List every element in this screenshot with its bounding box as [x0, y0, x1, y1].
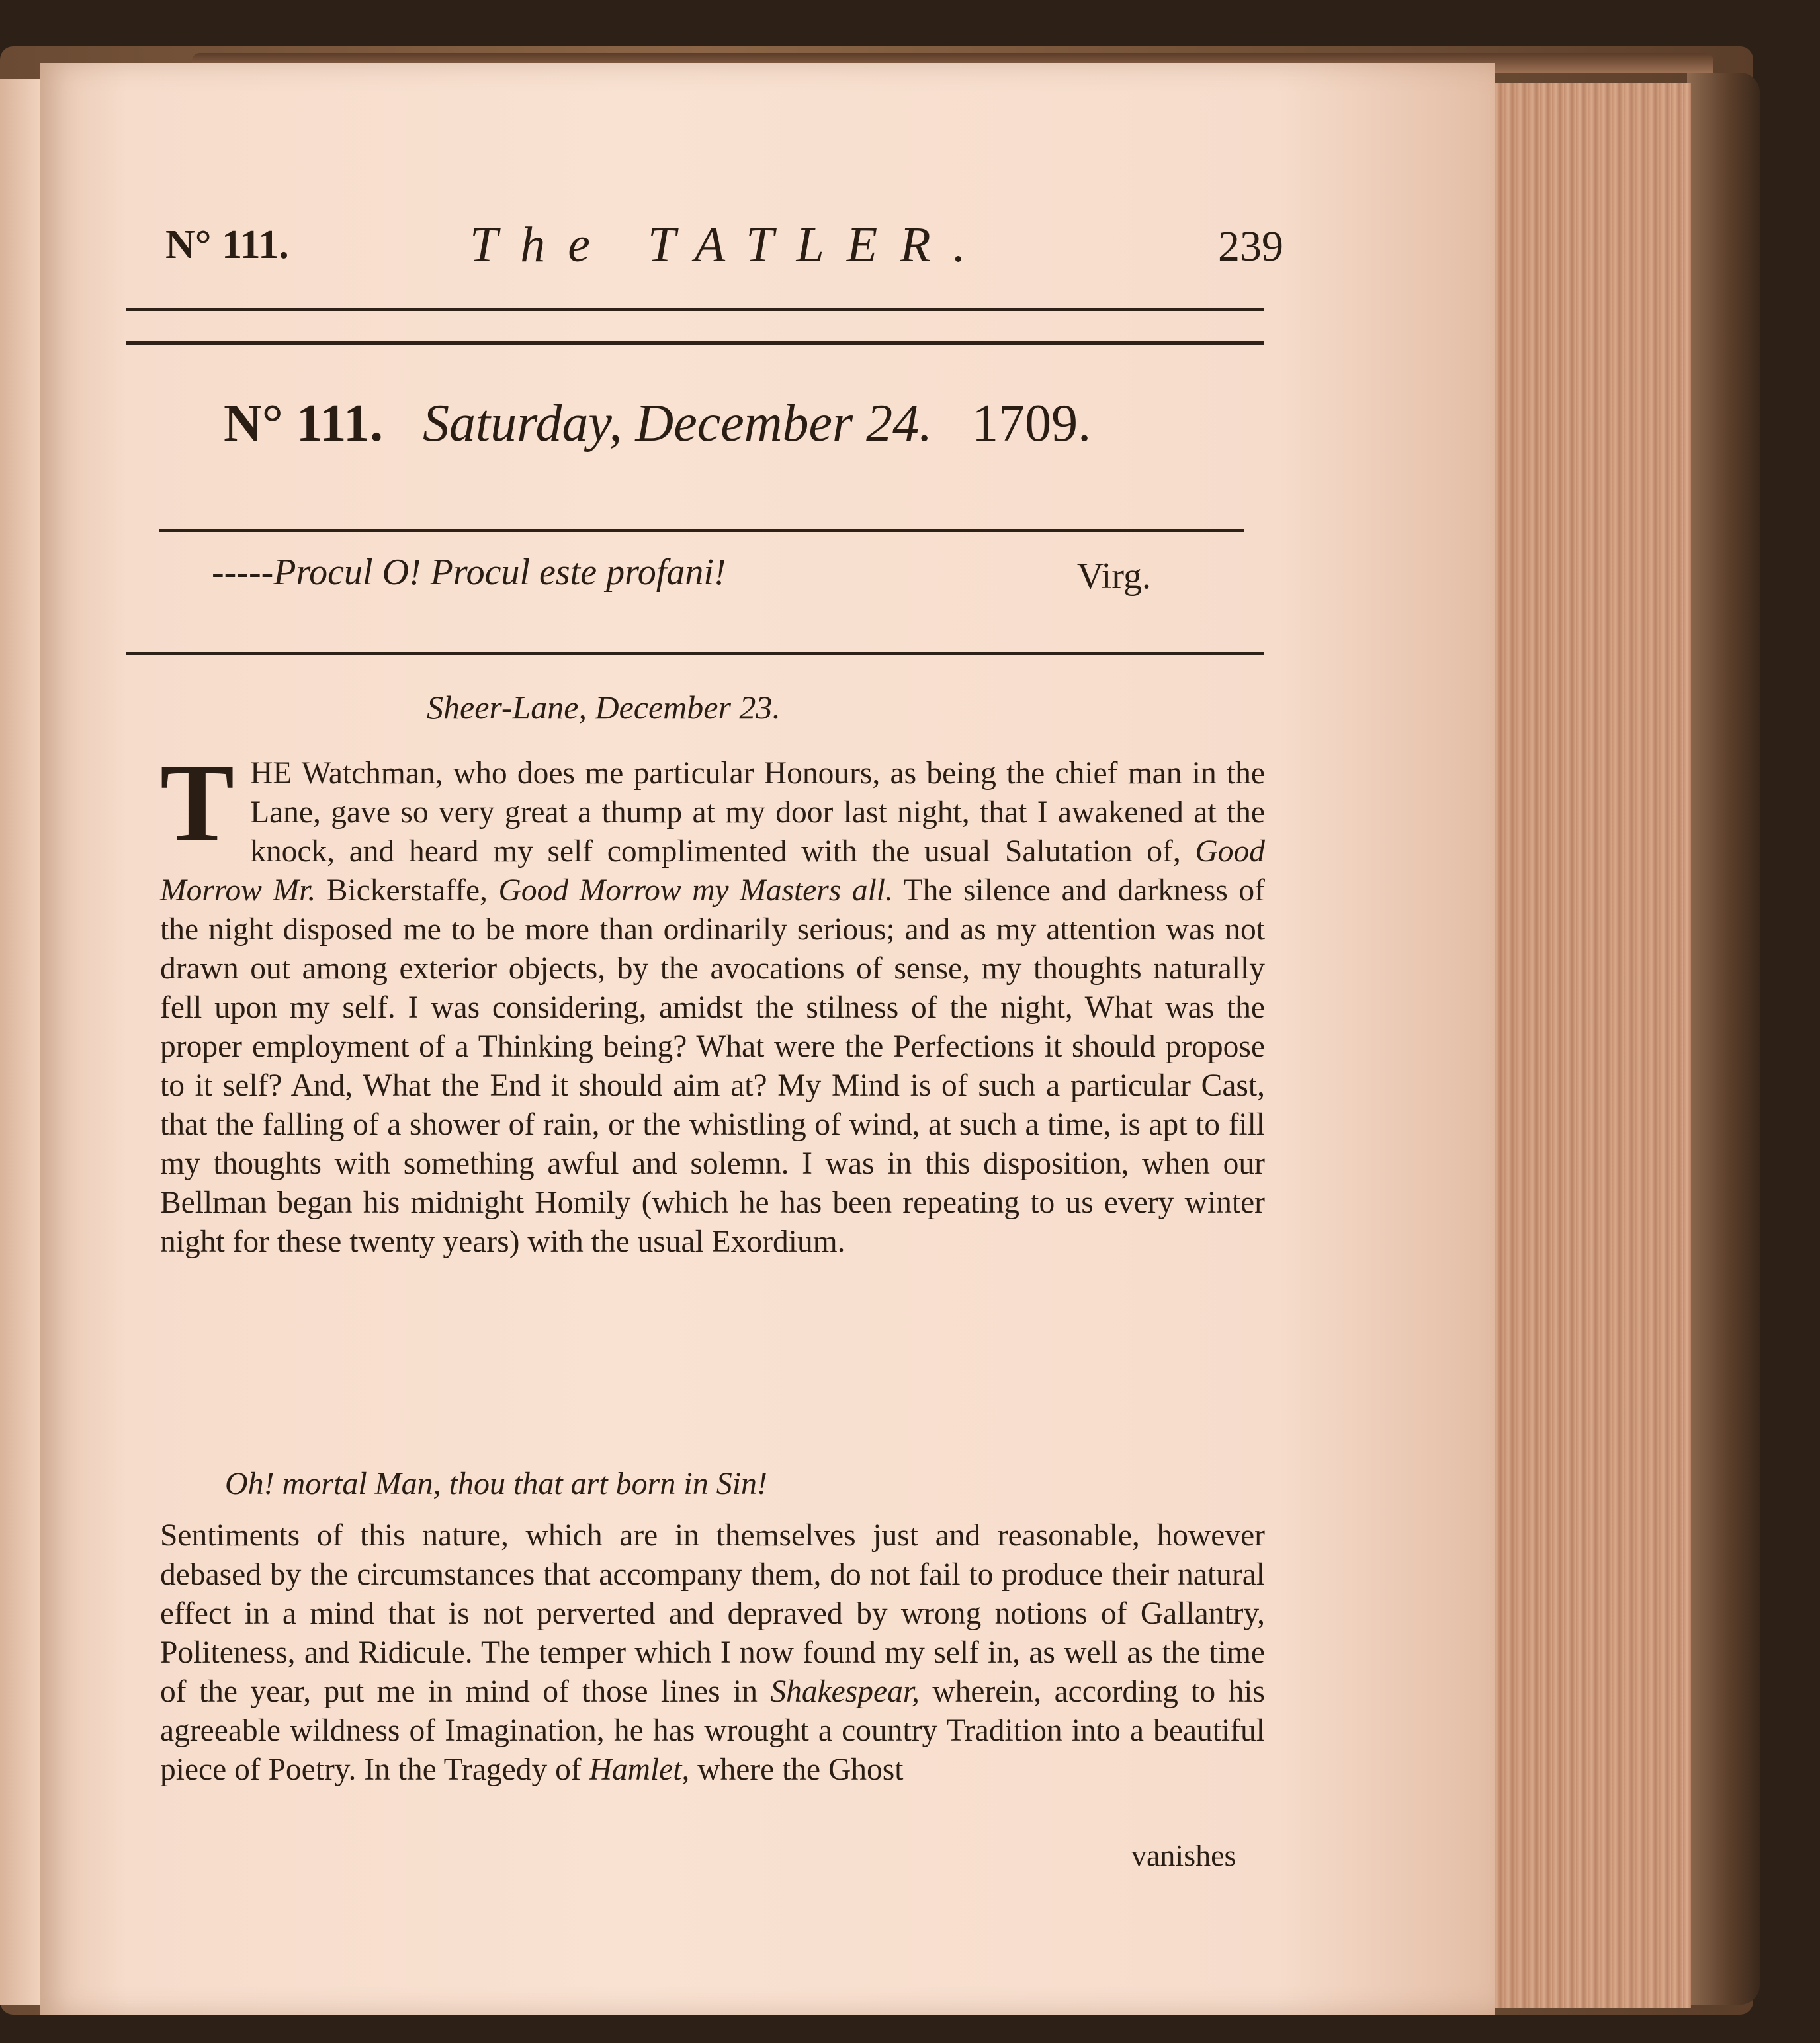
motto — [212, 551, 1151, 597]
drop-cap: T — [160, 742, 235, 865]
issue-number: N° 111. — [224, 394, 383, 453]
paragraph-2-text-b: wherein, according to his agreeable wildness of Imagination, he has wrought a country Tradition into a beautiful piece of Poetry. In the Tragedy of — [160, 1674, 1265, 1787]
paragraph-1 — [160, 742, 1266, 1262]
paragraph-1-italic-b: Good Morrow my Masters all. — [498, 873, 893, 908]
page-number: 239 — [1218, 222, 1283, 271]
paragraph-2-italic-b: Hamlet, — [589, 1753, 690, 1787]
paragraph-1-text-c: The silence and darkness of the night disposed me to be more than ordinarily serious; and as my attention was not drawn out among exterior objects, by the avocations of sense, my thoughts naturally fell upon my self. I was considering, amidst the stilness of the night, What was the proper employment of a Thinking being? What were the Perfections it should propose to it self? And, What the End it should aim at? My Mind is of such a particular Cast, that the falling of a shower of rain, or the whistling of wind, at such a time, is apt to fill my thoughts with something awful and solemn. I was in this disposition, when our Bellman began his midnight Homily (which he has been repeating to us every winter night for these twenty years) with the usual Exordium. — [160, 873, 1266, 1259]
running-header — [165, 217, 1283, 275]
issue-heading — [224, 394, 1091, 454]
paragraph-2-text-a: Sentiments of this nature, which are in themselves just and reasonable, however debased by the circumstances that accompany them, do not fail to produce their natural effect in a mind that is not perverted and depraved by wrong notions of Gallantry, Politeness, and Ridicule. The temper which I now found my self in, as well as the time of the year, put me in mind of those lines in — [160, 1518, 1265, 1709]
motto-source: Virg. — [1076, 556, 1151, 597]
header-rule-top — [126, 308, 1264, 311]
paragraph-2 — [160, 1516, 1265, 1790]
issue-year: 1709. — [972, 394, 1092, 453]
book-page — [40, 63, 1495, 2015]
catchword: vanishes — [1131, 1839, 1236, 1872]
header-issue-number: N° 111. — [165, 222, 289, 267]
verse-line: Oh! mortal Man, thou that art born in Sin! — [225, 1466, 768, 1501]
motto-text: -----Procul O! Procul este profani! — [212, 552, 726, 593]
facing-page-edge — [0, 79, 40, 2005]
paragraph-1-text-a: HE Watchman, who does me particular Honours, as being the chief man in the Lane, gave so very great a thump at my door last night, that I awakened at the knock, and heard my self complimented with the usual Salutation of, — [250, 756, 1265, 869]
dateline: Sheer-Lane, December 23. — [427, 689, 781, 726]
page-fore-edge — [1489, 83, 1691, 2008]
motto-rule — [126, 652, 1264, 655]
paragraph-2-italic-a: Shakespear, — [770, 1674, 920, 1709]
paragraph-1-italic-a: Good Morrow Mr. — [160, 834, 1265, 908]
book-cover-edge — [1687, 73, 1760, 2005]
heading-rule — [159, 529, 1244, 532]
header-rule-bottom — [126, 341, 1264, 345]
header-title: The TATLER. — [470, 217, 988, 273]
paragraph-2-text-c: where the Ghost — [689, 1753, 904, 1787]
issue-date: Saturday, December 24. — [422, 394, 933, 453]
paragraph-1-text-b: Bickerstaffe, — [316, 873, 499, 908]
